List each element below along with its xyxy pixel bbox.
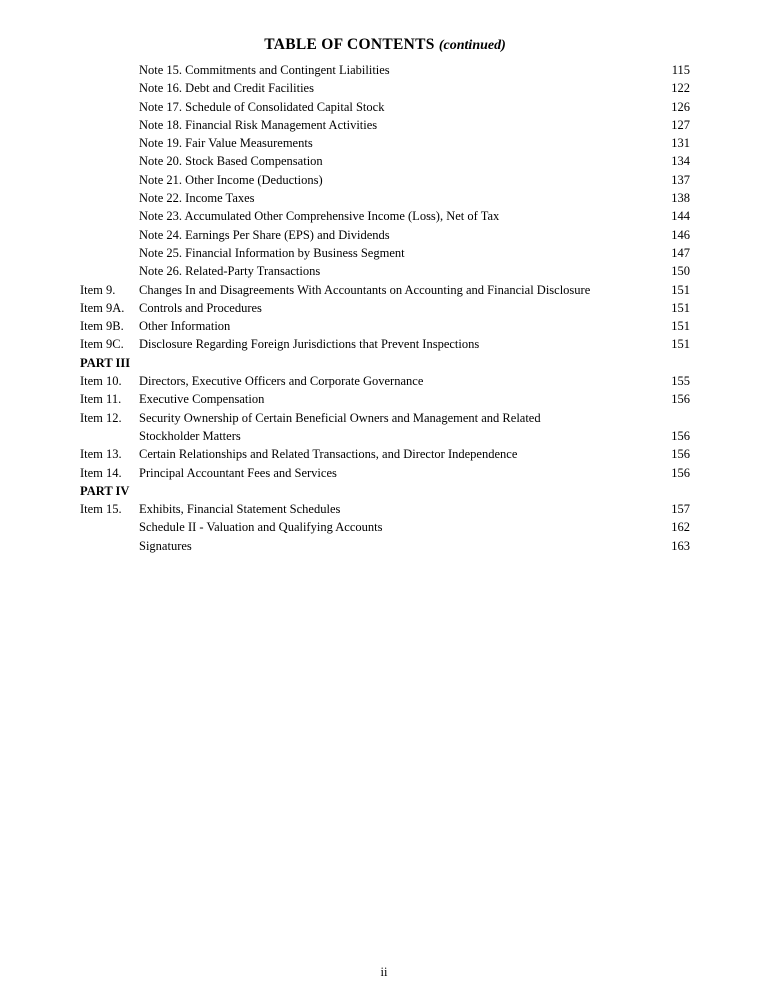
entry-title: Note 19. Fair Value Measurements [139, 136, 313, 151]
entry-page-number: 127 [671, 117, 690, 132]
entry-page-number: 146 [671, 227, 690, 242]
toc-entry-row [80, 390, 690, 408]
entry-page-number: 157 [671, 502, 690, 517]
toc-part-row [80, 354, 690, 372]
toc-entry-row [80, 116, 690, 134]
entry-title: Note 20. Stock Based Compensation [139, 154, 323, 169]
entry-title: Directors, Executive Officers and Corporate Governance [139, 374, 424, 389]
entry-page-number: 138 [671, 191, 690, 206]
entry-page-number: 137 [671, 172, 690, 187]
entry-label: Item 11. [80, 392, 122, 407]
entry-page-number: 126 [671, 99, 690, 114]
entry-label: Item 9A. [80, 300, 125, 315]
toc-entry-row [80, 445, 690, 463]
entry-title: Schedule II - Valuation and Qualifying Accounts [139, 520, 383, 535]
entry-label: Item 13. [80, 447, 122, 462]
page-title-continued: (continued) [438, 38, 506, 53]
part-heading: PART III [80, 355, 131, 370]
entry-page-number: 147 [671, 245, 690, 260]
entry-title: Signatures [139, 538, 192, 553]
entry-title: Note 17. Schedule of Consolidated Capital Stock [139, 99, 385, 114]
entry-title: Note 15. Commitments and Contingent Liabilities [139, 63, 390, 77]
entry-title: Controls and Procedures [139, 300, 262, 315]
toc-entry-row [80, 226, 690, 244]
entry-label: Item 10. [80, 374, 122, 389]
part-heading: PART IV [80, 483, 130, 498]
toc-entry-row [80, 317, 690, 335]
toc-entry-row [80, 79, 690, 97]
entry-title: Note 18. Financial Risk Management Activities [139, 117, 378, 132]
entry-title: Other Information [139, 319, 231, 334]
page-title [80, 36, 690, 54]
toc-entry-row [80, 262, 690, 280]
entry-label: Item 15. [80, 502, 122, 517]
toc-entry-row [80, 189, 690, 207]
entry-title: Note 16. Debt and Credit Facilities [139, 81, 314, 96]
entry-page-number: 151 [671, 319, 690, 334]
entry-title: Principal Accountant Fees and Services [139, 465, 337, 480]
toc-entry-row [80, 409, 690, 446]
toc-entries [80, 61, 690, 555]
entry-label: Item 9C. [80, 337, 124, 352]
entry-title: Exhibits, Financial Statement Schedules [139, 502, 341, 517]
entry-page-number: 115 [671, 63, 690, 77]
entry-title: Executive Compensation [139, 392, 265, 407]
entry-page-number: 163 [671, 538, 690, 553]
entry-page-number: 162 [671, 520, 690, 535]
entry-page-number: 156 [671, 465, 690, 480]
page-title-text: TABLE OF CONTENTS [264, 36, 435, 53]
toc-entry-row [80, 299, 690, 317]
entry-page-number: 156 [671, 428, 690, 443]
entry-title: Note 24. Earnings Per Share (EPS) and Dividends [139, 227, 390, 242]
toc-entry-row [80, 244, 690, 262]
entry-label: Item 9. [80, 282, 116, 297]
page-content [80, 36, 690, 555]
entry-page-number: 131 [671, 136, 690, 151]
entry-label: Item 12. [80, 410, 122, 425]
entry-page-number: 150 [671, 264, 690, 279]
entry-title: Note 21. Other Income (Deductions) [139, 172, 323, 187]
toc-entry-row [80, 61, 690, 79]
toc-entry-row [80, 464, 690, 482]
entry-title: Security Ownership of Certain Beneficial Owners and Management and Related Stockholder Matters [139, 410, 541, 443]
entry-page-number: 151 [671, 300, 690, 315]
toc-entry-row [80, 98, 690, 116]
toc-entry-row [80, 518, 690, 536]
page-footer [0, 965, 768, 980]
entry-title: Note 25. Financial Information by Business Segment [139, 245, 405, 260]
entry-label: Item 9B. [80, 319, 124, 334]
toc-entry-row [80, 134, 690, 152]
entry-page-number: 144 [671, 209, 690, 224]
toc-entry-row [80, 171, 690, 189]
entry-title: Note 22. Income Taxes [139, 191, 255, 206]
toc-part-row [80, 482, 690, 500]
entry-title: Disclosure Regarding Foreign Jurisdictions that Prevent Inspections [139, 337, 480, 352]
entry-page-number: 155 [671, 374, 690, 389]
toc-entry-row [80, 537, 690, 555]
toc-entry-row [80, 152, 690, 170]
entry-page-number: 151 [671, 337, 690, 352]
toc-entry-row [80, 335, 690, 353]
entry-page-number: 156 [671, 447, 690, 462]
toc-entry-row [80, 281, 690, 299]
entry-page-number: 156 [671, 392, 690, 407]
entry-label: Item 14. [80, 465, 122, 480]
entry-title: Note 26. Related-Party Transactions [139, 264, 321, 279]
entry-title: Note 23. Accumulated Other Comprehensive Income (Loss), Net of Tax [139, 209, 500, 224]
entry-page-number: 122 [671, 81, 690, 96]
toc-entry-row [80, 372, 690, 390]
toc-entry-row [80, 500, 690, 518]
entry-page-number: 134 [671, 154, 690, 169]
entry-title: Certain Relationships and Related Transactions, and Director Independence [139, 447, 518, 462]
entry-page-number: 151 [671, 282, 690, 297]
toc-entry-row [80, 207, 690, 225]
entry-title: Changes In and Disagreements With Accountants on Accounting and Financial Disclosure [139, 282, 591, 297]
footer-page-number: ii [380, 965, 388, 979]
